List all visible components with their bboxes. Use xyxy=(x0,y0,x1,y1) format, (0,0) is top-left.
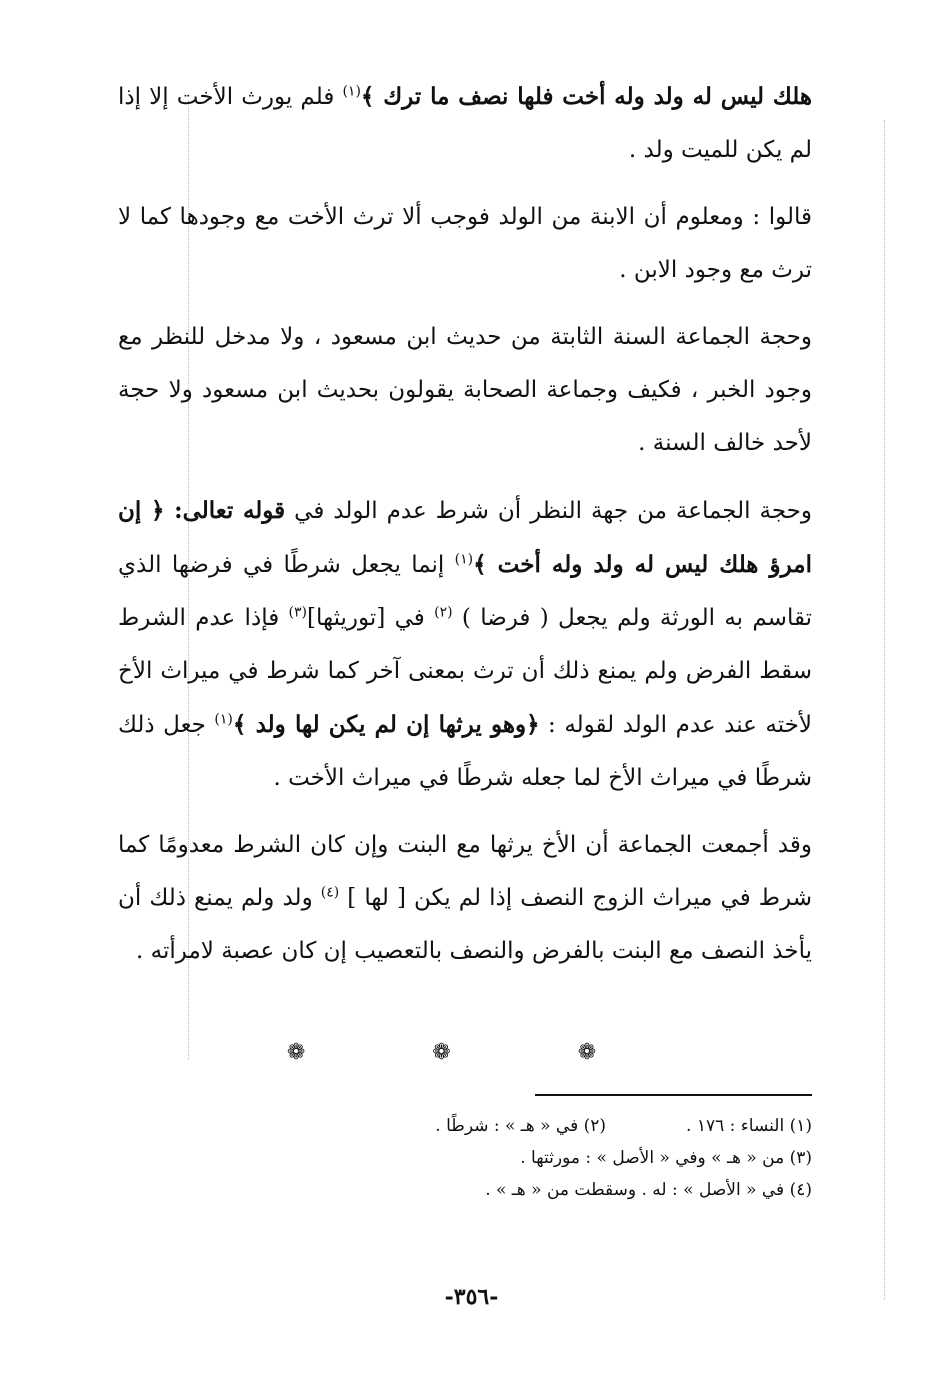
footnote-marker: (٣) xyxy=(288,604,307,621)
text-segment: قوله تعالى: ﴿ إن امرؤ هلك ليس له ولد وله أخت ﴾ xyxy=(118,497,812,578)
footnotes xyxy=(252,1110,812,1206)
footnote-4: (٤) في « الأصل » : له . وسقطت من « هـ » . xyxy=(485,1180,812,1200)
text-segment: هلك ليس له ولد وله أخت فلها نصف ما ترك ﴾ xyxy=(360,83,812,110)
paragraph xyxy=(118,484,812,805)
footnote-marker: (١) xyxy=(342,83,361,100)
text-segment: إنما يجعل شرطًا في فرضها الذي تقاسم به الورثة ولم يجعل ( فرضا ) xyxy=(118,552,812,631)
footnote-marker: (١) xyxy=(454,551,474,568)
text-segment: ولد ولم يمنع ذلك أن يأخذ النصف مع البنت بالفرض والنصف بالتعصيب إن كان عصبة لامرأته . xyxy=(118,885,812,964)
paragraph xyxy=(118,311,812,470)
text-segment: فلم يورث الأخت إلا إذا لم يكن للميت ولد . xyxy=(118,84,812,163)
footnote-marker: (١) xyxy=(214,711,233,728)
text-segment: فإذا عدم الشرط سقط الفرض ولم يمنع ذلك أن ترث بمعنى آخر كما شرط في ميراث الأخ لأخته عند عدم الولد لقوله : xyxy=(118,605,812,738)
text-segment: في [توريثها] xyxy=(307,605,435,631)
scan-artifact-line xyxy=(884,120,885,1300)
footnote-1: (١) النساء : ١٧٦ . xyxy=(686,1116,812,1136)
main-text xyxy=(118,70,812,992)
text-segment: قالوا : ومعلوم أن الابنة من الولد فوجب ألا ترث الأخت مع وجودها كما لا ترث مع وجود الابن . xyxy=(118,204,812,283)
footnote-marker: (٢) xyxy=(434,604,453,621)
footnote-row xyxy=(252,1110,812,1142)
text-segment: وحجة الجماعة السنة الثابتة من حديث ابن مسعود ، ولا مدخل للنظر مع وجود الخبر ، فكيف وجماعة الصحابة يقولون بحديث ابن مسعود ولا حجة لأحد خالف السنة . xyxy=(118,324,812,456)
text-segment: ﴿وهو يرثها إن لم يكن لها ولد ﴾ xyxy=(232,711,540,738)
footnote-rule xyxy=(535,1094,812,1096)
footnote-2: (٢) في « هـ » : شرطًا . xyxy=(435,1116,607,1136)
text-segment: جعل ذلك شرطًا في ميراث الأخ لما جعله شرطًا في ميراث الأخت . xyxy=(118,712,812,791)
page-number: -٣٥٦- xyxy=(444,1284,499,1310)
paragraph xyxy=(118,191,812,297)
text-segment: وقد أجمعت الجماعة أن الأخ يرثها مع البنت وإن كان الشرط معدومًا كما شرط في ميراث الزوج النصف إذا لم يكن [ لها ] xyxy=(118,832,812,911)
footnote-3: (٣) من « هـ » وفي « الأصل » : مورثتها . xyxy=(520,1148,812,1168)
paragraph xyxy=(118,70,812,177)
footnote-marker: (٤) xyxy=(320,884,340,901)
paragraph xyxy=(118,819,812,978)
text-segment: وحجة الجماعة من جهة النظر أن شرط عدم الولد في xyxy=(285,498,812,524)
section-separator: ❁ ❁ ❁ xyxy=(286,1040,657,1065)
